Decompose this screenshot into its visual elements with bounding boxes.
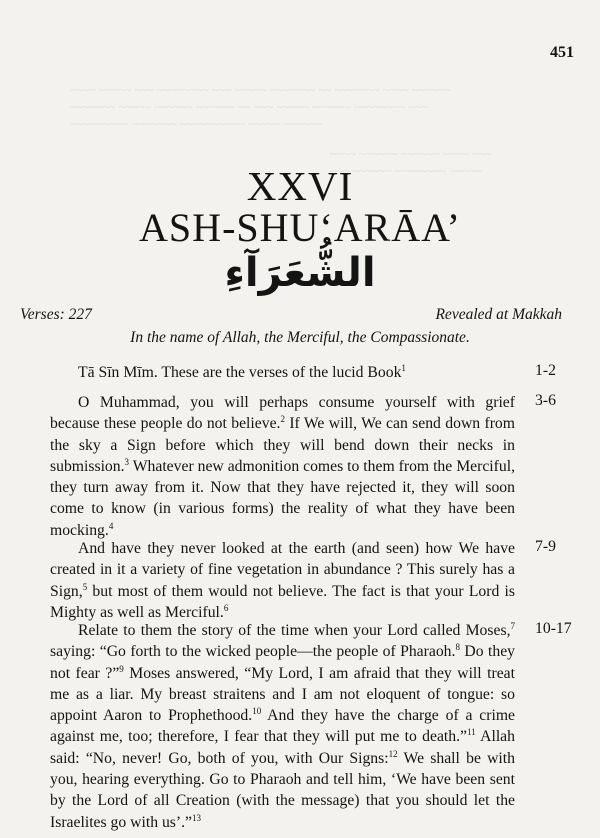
verse-text-run: saying: “Go forth to the wicked people—the people of Pharaoh. — [50, 643, 456, 661]
verse-paragraph — [50, 392, 515, 541]
footnote-marker: 10 — [252, 705, 262, 716]
verse-paragraph — [50, 620, 515, 833]
footnote-marker: 7 — [510, 620, 515, 631]
verse-text-run: Allah said: “No, never! Go, both of you, with Our Signs: — [50, 728, 515, 767]
revelation-place: Revealed at Makkah — [435, 306, 562, 323]
verse-text-run: We shall be with you, hearing everything. Go to Pharaoh and tell him, ‘We have been sent by the Lord of all Creation (with the message) that you should let the Israelites go with us’.” — [50, 749, 515, 831]
chapter-title: ASH-SHU‘ARĀA’ — [139, 205, 461, 250]
footnote-marker: 12 — [388, 748, 398, 759]
verse-count: Verses: 227 — [20, 306, 92, 323]
footnote-marker: 4 — [108, 520, 114, 531]
verse-text-run: Whatever new admonition comes to them from the Merciful, they turn away from it. Now that they have rejected it, they will soon come to know (in various forms) the reality of what they have been mocking. — [50, 457, 515, 539]
footnote-marker: 2 — [280, 414, 285, 425]
arabic-chapter-title: الشُّعَرَآءِ — [224, 250, 376, 296]
verse-paragraph — [50, 538, 515, 623]
footnote-marker: 3 — [124, 456, 130, 467]
footnote-marker: 13 — [192, 812, 202, 823]
bleed-through-text: ~~~~ ~~~~~ ~~~ ~~~~~~~~ ~~~ ~~~~~ ~~~~~~~ ~~ ~~~~~~~ ~~~~ ~~~~~~ ~~~~~~~ ~~~~~ ~~~~~~ ~~~~~~ ~~ ~~~ ~~~~~ ~~~~~~ ~~~~~~~~ ~~~ ~~~~~~~~~ ~~~~~~~ ~~~~~~~~~~ ~~~~~ ~~~~~~ — [70, 83, 451, 131]
bleed-through-text-2: ~~~~ ~~~~~~ ~~~~~~ ~~~~ ~~~ ~~~ ~~~~~~ ~~~~~~~~ ~~~~~ — [330, 147, 492, 178]
footnote-marker: 6 — [223, 602, 229, 613]
verse-text — [50, 392, 515, 541]
verse-text — [50, 620, 515, 833]
verse-reference: 3-6 — [535, 392, 556, 409]
verse-text-run: Tā Sīn Mīm. These are the verses of the lucid Book — [78, 364, 402, 381]
footnote-marker: 1 — [401, 362, 406, 373]
verse-text — [50, 538, 515, 623]
chapter-number: XXVI — [246, 163, 354, 209]
verse-text-run: Moses answered, “My Lord, I am afraid that they will treat me as a liar. My breast straitens and I am not eloquent of tongue: so appoint Aaron to Prophethood. — [50, 664, 515, 725]
footnote-marker: 9 — [119, 663, 124, 674]
verse-reference: 1-2 — [535, 362, 556, 379]
footnote-marker: 8 — [455, 642, 460, 653]
verse-text-run: Relate to them the story of the time when your Lord called Moses, — [78, 622, 511, 639]
footnote-marker: 5 — [82, 581, 88, 592]
chapter-meta — [20, 306, 562, 324]
verse-text-run: And they have the charge of a crime against me, too; therefore, I fear that they will put me to death.” — [50, 707, 515, 746]
verse-text-run: O Muhammad, you will perhaps consume yourself with grief because these people do not believe. — [50, 394, 515, 433]
basmala: In the name of Allah, the Merciful, the Compassionate. — [130, 329, 470, 346]
page-number: 451 — [550, 44, 574, 61]
verse-text — [50, 362, 515, 383]
verse-text-run: And have they never looked at the earth (and seen) how We have created in it a variety of fine vegetation in abundance ? This surely has a Sign, — [50, 540, 515, 600]
verse-text-run: Do they not fear ?” — [50, 643, 515, 682]
verse-reference: 7-9 — [535, 538, 556, 555]
verse-text-run: If We will, We can send down from the sky a Sign before which they will bend down their necks in submission. — [50, 415, 515, 475]
verse-paragraph — [50, 362, 515, 383]
verse-text-run: but most of them would not believe. The fact is that your Lord is Mighty as well as Merciful. — [50, 582, 515, 621]
verse-reference: 10-17 — [535, 620, 572, 637]
footnote-marker: 11 — [467, 727, 476, 738]
